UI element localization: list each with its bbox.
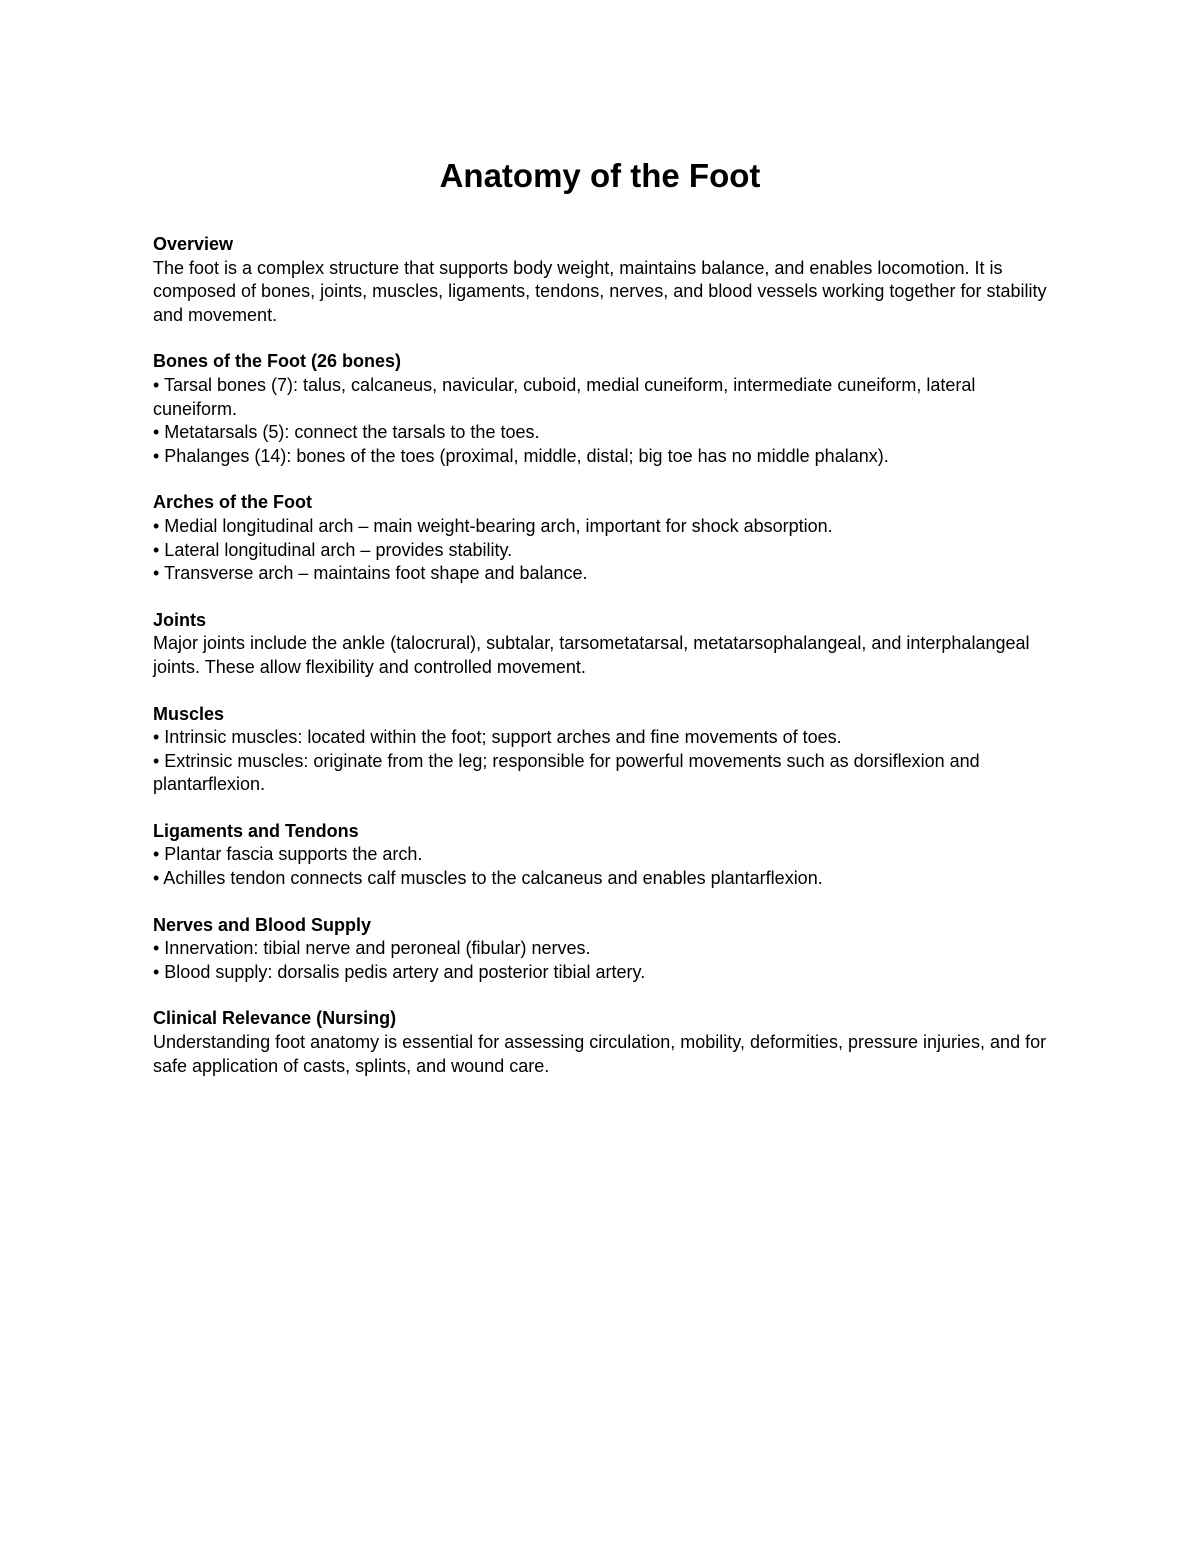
- section-paragraph: Understanding foot anatomy is essential for assessing circulation, mobility, deformities, pressure injuries, and for safe application of casts, splints, and wound care.: [153, 1032, 1047, 1076]
- section-heading: Nerves and Blood Supply: [153, 914, 372, 935]
- section-heading: Arches of the Foot: [153, 492, 313, 513]
- document-title: Anatomy of the Foot: [439, 157, 761, 194]
- section-heading: Overview: [153, 234, 234, 254]
- list-item: • Intrinsic muscles: located within the foot; support arches and fine movements of toes.: [153, 727, 842, 748]
- section-arches: [153, 491, 1053, 585]
- section-heading: Muscles: [153, 703, 225, 724]
- section-joints: [153, 609, 1053, 680]
- section-nerves-blood: [153, 914, 1053, 985]
- list-item: • Tarsal bones (7): talus, calcaneus, navicular, cuboid, medial cuneiform, intermediate cuneiform, lateral cuneiform.: [153, 374, 976, 419]
- list-item: • Plantar fascia supports the arch.: [153, 844, 423, 865]
- list-item: • Lateral longitudinal arch – provides stability.: [153, 539, 513, 560]
- section-ligaments-tendons: [153, 820, 1053, 891]
- list-item: • Extrinsic muscles: originate from the leg; responsible for powerful movements such as dorsiflexion and plantarflexion.: [153, 750, 980, 795]
- section-clinical-relevance: [153, 1007, 1053, 1078]
- section-heading: Clinical Relevance (Nursing): [153, 1008, 397, 1029]
- list-item: • Metatarsals (5): connect the tarsals to the toes.: [153, 422, 540, 443]
- list-item: • Phalanges (14): bones of the toes (proximal, middle, distal; big toe has no middle phalanx).: [153, 445, 889, 466]
- document-body: [153, 233, 1053, 1101]
- section-paragraph: The foot is a complex structure that supports body weight, maintains balance, and enables locomotion. It is composed of bones, joints, muscles, ligaments, tendons, nerves, and blood vessels working together for stability and movement.: [153, 257, 1047, 325]
- list-item: • Innervation: tibial nerve and peroneal (fibular) nerves.: [153, 938, 591, 959]
- section-overview: [153, 233, 1053, 327]
- list-item: • Medial longitudinal arch – main weight-bearing arch, important for shock absorption.: [153, 515, 833, 536]
- list-item: • Achilles tendon connects calf muscles to the calcaneus and enables plantarflexion.: [153, 868, 823, 889]
- section-heading: Ligaments and Tendons: [153, 820, 359, 841]
- list-item: • Blood supply: dorsalis pedis artery and posterior tibial artery.: [153, 961, 646, 982]
- section-muscles: [153, 703, 1053, 797]
- list-item: • Transverse arch – maintains foot shape and balance.: [153, 563, 588, 584]
- section-bones: [153, 350, 1053, 468]
- section-heading: Joints: [153, 609, 207, 630]
- section-heading: Bones of the Foot (26 bones): [153, 351, 402, 372]
- section-paragraph: Major joints include the ankle (talocrural), subtalar, tarsometatarsal, metatarsophalangeal, and interphalangeal joints. These allow flexibility and controlled movement.: [153, 633, 1030, 677]
